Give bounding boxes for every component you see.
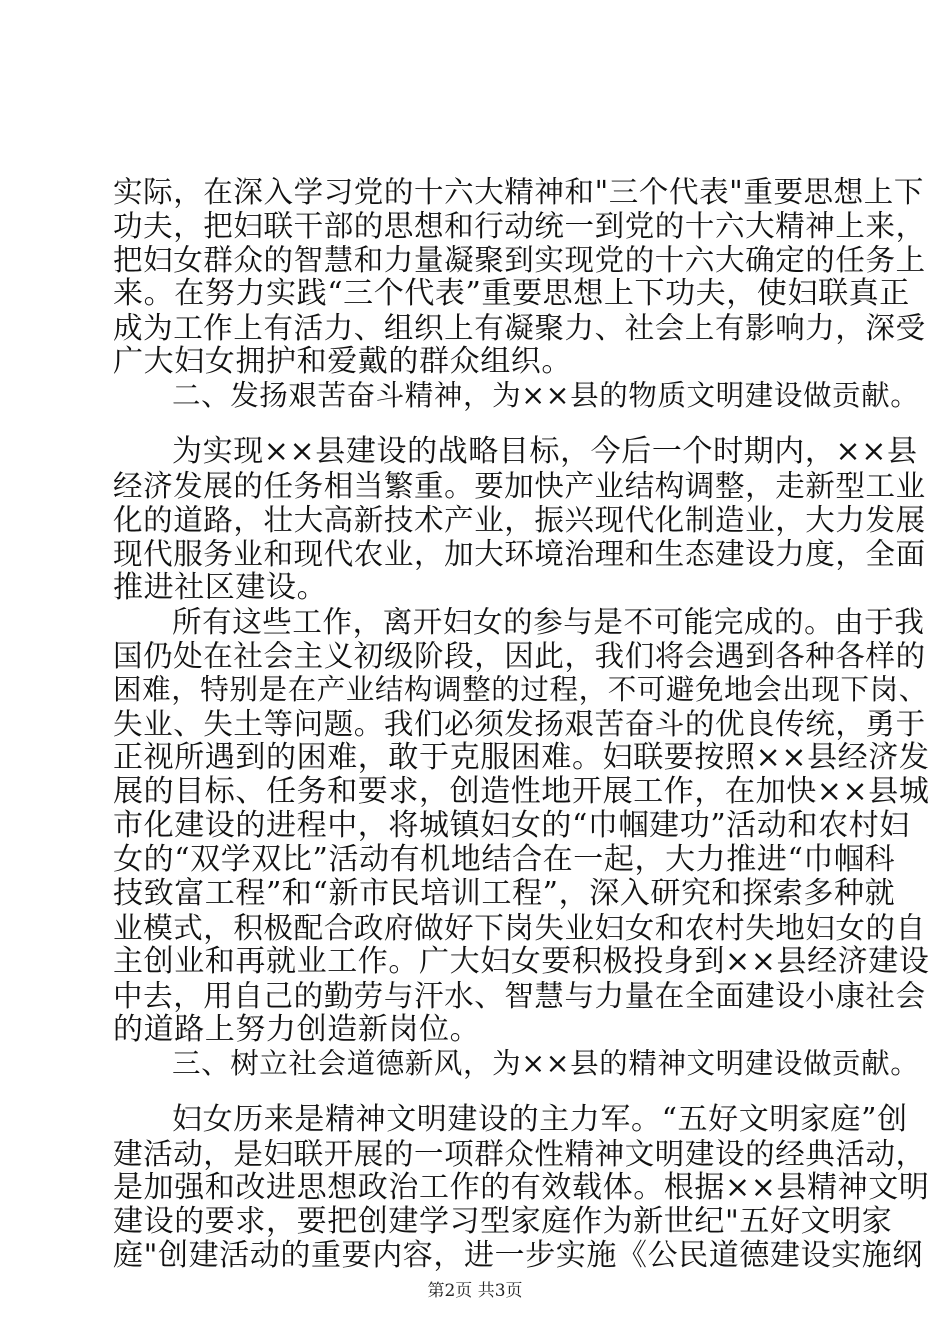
text-line: 的道路上努力创造新岗位。 — [113, 1012, 481, 1047]
text-line: 实际，在深入学习党的十六大精神和"三个代表"重要思想上下 — [113, 175, 924, 209]
text-line: 功夫，把妇联干部的思想和行动统一到党的十六大精神上来， — [113, 209, 926, 243]
text-line: 为实现××县建设的战略目标，今后一个时期内，××县 — [172, 434, 918, 469]
section-heading: 三、树立社会道德新风，为××县的精神文明建设做贡献。 — [172, 1047, 920, 1080]
text-line: 广大妇女拥护和爱戴的群众组织。 — [113, 344, 572, 379]
text-line: 主创业和再就业工作。广大妇女要积极投身到××县经济建设 — [113, 944, 930, 979]
text-line: 业模式，积极配合政府做好下岗失业妇女和农村失地妇女的自 — [113, 911, 926, 945]
text-line: 展的目标、任务和要求，创造性地开展工作，在加快××县城 — [113, 774, 930, 809]
text-line: 成为工作上有活力、组织上有凝聚力、社会上有影响力，深受 — [113, 311, 926, 345]
text-line: 女的“双学双比”活动有机地结合在一起，大力推进“巾帼科 — [113, 842, 896, 877]
text-line: 现代服务业和现代农业，加大环境治理和生态建设力度，全面 — [113, 537, 926, 571]
text-line: 技致富工程”和“新市民培训工程”，深入研究和探索多种就 — [113, 876, 896, 911]
text-line: 建活动，是妇联开展的一项群众性精神文明建设的经典活动， — [113, 1137, 926, 1171]
text-line: 庭"创建活动的重要内容，进一步实施《公民道德建设实施纲 — [113, 1238, 923, 1273]
text-line: 推进社区建设。 — [113, 570, 328, 605]
page-number-footer: 第2页 共3页 — [427, 1281, 523, 1301]
text-line: 来。在努力实践“三个代表”重要思想上下功夫，使妇联真正 — [113, 276, 910, 311]
text-line: 化的道路，壮大高新技术产业，振兴现代化制造业，大力发展 — [113, 503, 926, 537]
text-line: 失业、失土等问题。我们必须发扬艰苦奋斗的优良传统，勇于 — [113, 707, 926, 741]
text-line: 建设的要求，要把创建学习型家庭作为新世纪"五好文明家 — [113, 1204, 893, 1239]
text-line: 所有这些工作，离开妇女的参与是不可能完成的。由于我 — [172, 605, 925, 639]
text-line: 把妇女群众的智慧和力量凝聚到实现党的十六大确定的任务上 — [113, 243, 926, 277]
text-line: 是加强和改进思想政治工作的有效载体。根据××县精神文明 — [113, 1170, 930, 1205]
text-line: 困难，特别是在产业结构调整的过程，不可避免地会出现下岗、 — [113, 673, 928, 706]
text-line: 经济发展的任务相当繁重。要加快产业结构调整，走新型工业 — [113, 469, 926, 503]
text-line: 中去，用自己的勤劳与汗水、智慧与力量在全面建设小康社会 — [113, 979, 926, 1013]
text-line: 市化建设的进程中，将城镇妇女的“巾帼建功”活动和农村妇 — [113, 808, 910, 843]
text-line: 妇女历来是精神文明建设的主力军。“五好文明家庭”创 — [172, 1102, 908, 1137]
text-line: 正视所遇到的困难，敢于克服困难。妇联要按照××县经济发 — [113, 740, 930, 775]
text-line: 国仍处在社会主义初级阶段，因此，我们将会遇到各种各样的 — [113, 639, 926, 673]
section-heading: 二、发扬艰苦奋斗精神，为××县的物质文明建设做贡献。 — [172, 379, 920, 412]
